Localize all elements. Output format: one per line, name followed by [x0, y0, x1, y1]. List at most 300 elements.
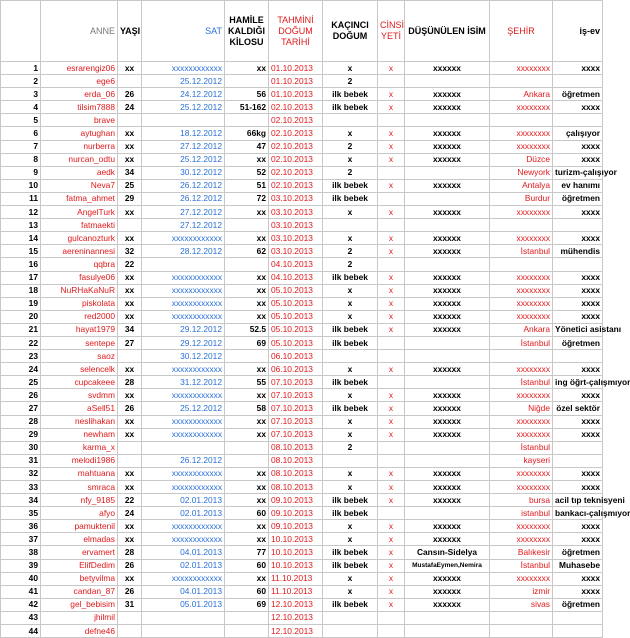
yas-cell[interactable]: 24 [118, 101, 142, 114]
isim-cell[interactable]: xxxxxx [405, 389, 490, 402]
yas-cell[interactable]: 22 [118, 258, 142, 271]
anne-cell[interactable]: afyo [41, 507, 118, 520]
sat-cell[interactable]: 24.12.2012 [142, 88, 225, 101]
anne-cell[interactable]: aSell51 [41, 402, 118, 415]
cinsiyet-cell[interactable]: x [378, 297, 405, 310]
row-number-cell[interactable]: 21 [1, 323, 41, 336]
isim-cell[interactable]: xxxxxx [405, 415, 490, 428]
kacinci-cell[interactable]: ilk bebek [323, 402, 378, 415]
sehir-cell[interactable]: Newyork [490, 166, 553, 179]
isim-cell[interactable]: xxxxxx [405, 232, 490, 245]
yas-cell[interactable]: xx [118, 206, 142, 219]
kacinci-cell[interactable] [323, 350, 378, 363]
is-cell[interactable]: özel sektör [553, 402, 603, 415]
isim-cell[interactable] [405, 441, 490, 454]
sat-cell[interactable]: 02.01.2013 [142, 507, 225, 520]
sehir-cell[interactable]: İstanbul [490, 376, 553, 389]
row-number-cell[interactable]: 17 [1, 271, 41, 284]
sat-cell[interactable]: 27.12.2012 [142, 206, 225, 219]
cinsiyet-cell[interactable] [378, 454, 405, 467]
kacinci-cell[interactable]: x [323, 310, 378, 323]
cinsiyet-cell[interactable]: x [378, 284, 405, 297]
dogum-cell[interactable]: 08.10.2013 [269, 441, 323, 454]
cinsiyet-cell[interactable]: x [378, 206, 405, 219]
dogum-cell[interactable]: 04.10.2013 [269, 258, 323, 271]
yas-cell[interactable] [118, 114, 142, 127]
dogum-cell[interactable]: 07.10.2013 [269, 389, 323, 402]
isim-cell[interactable] [405, 350, 490, 363]
anne-cell[interactable]: brave [41, 114, 118, 127]
kacinci-cell[interactable]: x [323, 363, 378, 376]
anne-cell[interactable]: cupcakeee [41, 376, 118, 389]
kacinci-cell[interactable]: x [323, 533, 378, 546]
isim-cell[interactable]: xxxxxx [405, 101, 490, 114]
row-number-cell[interactable]: 13 [1, 219, 41, 232]
cinsiyet-cell[interactable]: x [378, 62, 405, 75]
anne-cell[interactable]: nurcan_odtu [41, 153, 118, 166]
row-number-cell[interactable]: 32 [1, 467, 41, 480]
is-cell[interactable]: ing öğrt-çalışmıyor [553, 376, 603, 389]
kilo-cell[interactable]: 51 [225, 179, 269, 192]
yas-cell[interactable]: 31 [118, 598, 142, 611]
sat-cell[interactable]: xxxxxxxxxxxx [142, 428, 225, 441]
sehir-cell[interactable]: Niğde [490, 402, 553, 415]
kilo-cell[interactable]: xx [225, 232, 269, 245]
kilo-cell[interactable] [225, 350, 269, 363]
kilo-cell[interactable]: xx [225, 494, 269, 507]
dogum-cell[interactable]: 12.10.2013 [269, 598, 323, 611]
row-number-cell[interactable]: 4 [1, 101, 41, 114]
sat-cell[interactable]: 04.01.2013 [142, 585, 225, 598]
yas-cell[interactable] [118, 219, 142, 232]
yas-cell[interactable] [118, 454, 142, 467]
is-cell[interactable]: ev hanımı [553, 179, 603, 192]
row-number-cell[interactable]: 39 [1, 559, 41, 572]
header-yas[interactable]: YAŞI [118, 1, 142, 62]
cinsiyet-cell[interactable]: x [378, 481, 405, 494]
dogum-cell[interactable]: 06.10.2013 [269, 363, 323, 376]
kacinci-cell[interactable]: ilk bebek [323, 336, 378, 349]
header-dogum[interactable]: TAHMİNİ DOĞUM TARİHİ [269, 1, 323, 62]
kilo-cell[interactable]: xx [225, 389, 269, 402]
yas-cell[interactable]: xx [118, 572, 142, 585]
cinsiyet-cell[interactable]: x [378, 494, 405, 507]
anne-cell[interactable]: candan_87 [41, 585, 118, 598]
anne-cell[interactable]: saoz [41, 350, 118, 363]
is-cell[interactable]: xxxx [553, 297, 603, 310]
yas-cell[interactable] [118, 75, 142, 88]
is-cell[interactable]: turizm-çalışıyor [553, 166, 603, 179]
kacinci-cell[interactable] [323, 454, 378, 467]
kilo-cell[interactable]: xx [225, 572, 269, 585]
sat-cell[interactable]: 02.01.2013 [142, 559, 225, 572]
kilo-cell[interactable]: xx [225, 520, 269, 533]
anne-cell[interactable]: aedk [41, 166, 118, 179]
cinsiyet-cell[interactable] [378, 192, 405, 205]
kilo-cell[interactable]: 52.5 [225, 323, 269, 336]
sehir-cell[interactable]: xxxxxxxx [490, 284, 553, 297]
row-number-cell[interactable]: 36 [1, 520, 41, 533]
isim-cell[interactable] [405, 219, 490, 232]
kacinci-cell[interactable]: x [323, 62, 378, 75]
row-number-cell[interactable]: 35 [1, 507, 41, 520]
kilo-cell[interactable] [225, 611, 269, 624]
kacinci-cell[interactable]: ilk bebek [323, 271, 378, 284]
is-cell[interactable]: acil tıp teknisyeni [553, 494, 603, 507]
kilo-cell[interactable]: xx [225, 363, 269, 376]
kilo-cell[interactable]: 55 [225, 376, 269, 389]
kacinci-cell[interactable]: x [323, 389, 378, 402]
sehir-cell[interactable]: xxxxxxxx [490, 415, 553, 428]
sat-cell[interactable] [142, 258, 225, 271]
sehir-cell[interactable]: Balıkesir [490, 546, 553, 559]
dogum-cell[interactable]: 01.10.2013 [269, 88, 323, 101]
kilo-cell[interactable]: xx [225, 533, 269, 546]
is-cell[interactable]: xxxx [553, 467, 603, 480]
yas-cell[interactable]: 26 [118, 402, 142, 415]
dogum-cell[interactable]: 10.10.2013 [269, 533, 323, 546]
kacinci-cell[interactable]: ilk bebek [323, 494, 378, 507]
yas-cell[interactable]: xx [118, 153, 142, 166]
kacinci-cell[interactable]: ilk bebek [323, 101, 378, 114]
is-cell[interactable] [553, 350, 603, 363]
sehir-cell[interactable]: xxxxxxxx [490, 232, 553, 245]
is-cell[interactable]: xxxx [553, 585, 603, 598]
anne-cell[interactable]: gulcanozturk [41, 232, 118, 245]
sehir-cell[interactable]: izmir [490, 585, 553, 598]
dogum-cell[interactable]: 11.10.2013 [269, 585, 323, 598]
is-cell[interactable]: xxxx [553, 284, 603, 297]
yas-cell[interactable]: xx [118, 467, 142, 480]
sat-cell[interactable]: 29.12.2012 [142, 336, 225, 349]
row-number-cell[interactable]: 42 [1, 598, 41, 611]
yas-cell[interactable]: xx [118, 62, 142, 75]
header-cinsiyet[interactable]: CİNSİ YETİ [378, 1, 405, 62]
yas-cell[interactable]: 32 [118, 245, 142, 258]
kilo-cell[interactable]: xx [225, 297, 269, 310]
cinsiyet-cell[interactable]: x [378, 598, 405, 611]
dogum-cell[interactable]: 05.10.2013 [269, 284, 323, 297]
yas-cell[interactable]: 26 [118, 585, 142, 598]
kilo-cell[interactable]: xx [225, 284, 269, 297]
isim-cell[interactable]: xxxxxx [405, 310, 490, 323]
isim-cell[interactable] [405, 114, 490, 127]
anne-cell[interactable]: NuRHaKaNuR [41, 284, 118, 297]
dogum-cell[interactable]: 02.10.2013 [269, 140, 323, 153]
sehir-cell[interactable] [490, 625, 553, 638]
sehir-cell[interactable]: kayseri [490, 454, 553, 467]
cinsiyet-cell[interactable]: x [378, 310, 405, 323]
sehir-cell[interactable]: bursa [490, 494, 553, 507]
sehir-cell[interactable]: İstanbul [490, 336, 553, 349]
sat-cell[interactable]: 18.12.2012 [142, 127, 225, 140]
dogum-cell[interactable]: 08.10.2013 [269, 467, 323, 480]
sehir-cell[interactable]: xxxxxxxx [490, 127, 553, 140]
sehir-cell[interactable]: xxxxxxxx [490, 206, 553, 219]
sehir-cell[interactable]: xxxxxxxx [490, 297, 553, 310]
row-number-cell[interactable]: 41 [1, 585, 41, 598]
kacinci-cell[interactable]: x [323, 428, 378, 441]
sat-cell[interactable]: 25.12.2012 [142, 101, 225, 114]
cinsiyet-cell[interactable]: x [378, 323, 405, 336]
is-cell[interactable] [553, 625, 603, 638]
isim-cell[interactable]: xxxxxx [405, 245, 490, 258]
yas-cell[interactable]: 22 [118, 494, 142, 507]
row-number-cell[interactable]: 30 [1, 441, 41, 454]
anne-cell[interactable]: hayat1979 [41, 323, 118, 336]
dogum-cell[interactable]: 08.10.2013 [269, 481, 323, 494]
is-cell[interactable]: Muhasebe [553, 559, 603, 572]
cinsiyet-cell[interactable]: x [378, 559, 405, 572]
yas-cell[interactable]: 27 [118, 336, 142, 349]
kacinci-cell[interactable]: 2 [323, 441, 378, 454]
sat-cell[interactable]: xxxxxxxxxxxx [142, 284, 225, 297]
row-number-cell[interactable]: 7 [1, 140, 41, 153]
row-number-cell[interactable]: 25 [1, 376, 41, 389]
isim-cell[interactable]: xxxxxx [405, 88, 490, 101]
kilo-cell[interactable]: xx [225, 428, 269, 441]
is-cell[interactable]: xxxx [553, 101, 603, 114]
cinsiyet-cell[interactable]: x [378, 585, 405, 598]
anne-cell[interactable]: selencelk [41, 363, 118, 376]
header-kilo[interactable]: HAMİLE KALDIĞI KİLOSU [225, 1, 269, 62]
anne-cell[interactable]: aytughan [41, 127, 118, 140]
kacinci-cell[interactable]: x [323, 481, 378, 494]
yas-cell[interactable] [118, 625, 142, 638]
row-number-cell[interactable]: 12 [1, 206, 41, 219]
sat-cell[interactable]: xxxxxxxxxxxx [142, 310, 225, 323]
sehir-cell[interactable]: xxxxxxxx [490, 572, 553, 585]
kacinci-cell[interactable] [323, 625, 378, 638]
sehir-cell[interactable] [490, 114, 553, 127]
kacinci-cell[interactable]: ilk bebek [323, 376, 378, 389]
isim-cell[interactable]: xxxxxx [405, 467, 490, 480]
row-number-cell[interactable]: 19 [1, 297, 41, 310]
row-number-cell[interactable]: 2 [1, 75, 41, 88]
kacinci-cell[interactable]: x [323, 467, 378, 480]
sat-cell[interactable]: xxxxxxxxxxxx [142, 572, 225, 585]
sat-cell[interactable]: 25.12.2012 [142, 153, 225, 166]
row-number-cell[interactable]: 10 [1, 179, 41, 192]
anne-cell[interactable]: gel_bebisim [41, 598, 118, 611]
header-anne[interactable]: ANNE [41, 1, 118, 62]
is-cell[interactable]: xxxx [553, 533, 603, 546]
anne-cell[interactable]: nurberra [41, 140, 118, 153]
row-number-cell[interactable]: 16 [1, 258, 41, 271]
row-number-cell[interactable]: 9 [1, 166, 41, 179]
kilo-cell[interactable]: xx [225, 467, 269, 480]
kacinci-cell[interactable]: x [323, 415, 378, 428]
is-cell[interactable]: xxxx [553, 428, 603, 441]
anne-cell[interactable]: red2000 [41, 310, 118, 323]
kilo-cell[interactable]: 60 [225, 507, 269, 520]
isim-cell[interactable] [405, 376, 490, 389]
dogum-cell[interactable]: 10.10.2013 [269, 559, 323, 572]
cinsiyet-cell[interactable] [378, 441, 405, 454]
sehir-cell[interactable]: xxxxxxxx [490, 533, 553, 546]
sehir-cell[interactable]: xxxxxxxx [490, 271, 553, 284]
kacinci-cell[interactable]: x [323, 520, 378, 533]
cinsiyet-cell[interactable]: x [378, 232, 405, 245]
is-cell[interactable]: xxxx [553, 520, 603, 533]
sat-cell[interactable] [142, 114, 225, 127]
row-number-cell[interactable]: 3 [1, 88, 41, 101]
isim-cell[interactable]: xxxxxx [405, 494, 490, 507]
kilo-cell[interactable]: xx [225, 62, 269, 75]
dogum-cell[interactable]: 12.10.2013 [269, 611, 323, 624]
sat-cell[interactable]: 26.12.2012 [142, 454, 225, 467]
dogum-cell[interactable]: 02.10.2013 [269, 179, 323, 192]
kacinci-cell[interactable]: ilk bebek [323, 192, 378, 205]
is-cell[interactable]: öğretmen [553, 88, 603, 101]
sat-cell[interactable]: xxxxxxxxxxxx [142, 232, 225, 245]
row-number-cell[interactable]: 43 [1, 611, 41, 624]
row-number-cell[interactable]: 27 [1, 402, 41, 415]
isim-cell[interactable]: xxxxxx [405, 206, 490, 219]
cinsiyet-cell[interactable] [378, 376, 405, 389]
kilo-cell[interactable]: xx [225, 481, 269, 494]
sat-cell[interactable]: 30.12.2012 [142, 350, 225, 363]
kilo-cell[interactable]: 52 [225, 166, 269, 179]
anne-cell[interactable]: tilsim7888 [41, 101, 118, 114]
isim-cell[interactable]: xxxxxx [405, 140, 490, 153]
sehir-cell[interactable]: İstanbul [490, 441, 553, 454]
yas-cell[interactable]: 24 [118, 507, 142, 520]
dogum-cell[interactable]: 02.10.2013 [269, 101, 323, 114]
sat-cell[interactable]: xxxxxxxxxxxx [142, 363, 225, 376]
yas-cell[interactable]: xx [118, 127, 142, 140]
is-cell[interactable] [553, 611, 603, 624]
dogum-cell[interactable]: 09.10.2013 [269, 507, 323, 520]
sat-cell[interactable]: 05.01.2013 [142, 598, 225, 611]
is-cell[interactable]: öğretmen [553, 192, 603, 205]
cinsiyet-cell[interactable]: x [378, 245, 405, 258]
yas-cell[interactable]: xx [118, 140, 142, 153]
isim-cell[interactable]: xxxxxx [405, 572, 490, 585]
row-number-cell[interactable]: 1 [1, 62, 41, 75]
yas-cell[interactable]: xx [118, 481, 142, 494]
sehir-cell[interactable]: sivas [490, 598, 553, 611]
is-cell[interactable]: xxxx [553, 415, 603, 428]
yas-cell[interactable]: xx [118, 310, 142, 323]
isim-cell[interactable]: xxxxxx [405, 428, 490, 441]
yas-cell[interactable]: xx [118, 232, 142, 245]
anne-cell[interactable]: fatmaekti [41, 219, 118, 232]
anne-cell[interactable]: defne46 [41, 625, 118, 638]
isim-cell[interactable]: xxxxxx [405, 402, 490, 415]
kilo-cell[interactable]: 69 [225, 336, 269, 349]
sehir-cell[interactable]: İstanbul [490, 559, 553, 572]
anne-cell[interactable]: karma_x [41, 441, 118, 454]
dogum-cell[interactable]: 03.10.2013 [269, 206, 323, 219]
isim-cell[interactable]: xxxxxx [405, 533, 490, 546]
is-cell[interactable]: bankacı-çalışmıyor [553, 507, 603, 520]
sat-cell[interactable]: xxxxxxxxxxxx [142, 520, 225, 533]
sat-cell[interactable] [142, 441, 225, 454]
dogum-cell[interactable]: 11.10.2013 [269, 572, 323, 585]
cinsiyet-cell[interactable]: x [378, 546, 405, 559]
kilo-cell[interactable]: 66kg [225, 127, 269, 140]
cinsiyet-cell[interactable]: x [378, 402, 405, 415]
sehir-cell[interactable]: xxxxxxxx [490, 101, 553, 114]
row-number-cell[interactable]: 11 [1, 192, 41, 205]
cinsiyet-cell[interactable]: x [378, 415, 405, 428]
row-number-cell[interactable]: 18 [1, 284, 41, 297]
kacinci-cell[interactable]: ilk bebek [323, 323, 378, 336]
sehir-cell[interactable] [490, 611, 553, 624]
isim-cell[interactable]: xxxxxx [405, 520, 490, 533]
anne-cell[interactable]: ervamert [41, 546, 118, 559]
dogum-cell[interactable]: 02.10.2013 [269, 127, 323, 140]
is-cell[interactable]: öğretmen [553, 336, 603, 349]
anne-cell[interactable]: erda_06 [41, 88, 118, 101]
dogum-cell[interactable]: 01.10.2013 [269, 75, 323, 88]
dogum-cell[interactable]: 05.10.2013 [269, 297, 323, 310]
kilo-cell[interactable]: 51-162 [225, 101, 269, 114]
kilo-cell[interactable]: xx [225, 206, 269, 219]
kacinci-cell[interactable] [323, 219, 378, 232]
sat-cell[interactable]: 04.01.2013 [142, 546, 225, 559]
isim-cell[interactable]: xxxxxx [405, 284, 490, 297]
sehir-cell[interactable]: Düzce [490, 153, 553, 166]
sat-cell[interactable]: xxxxxxxxxxxx [142, 271, 225, 284]
kilo-cell[interactable]: 60 [225, 559, 269, 572]
kacinci-cell[interactable]: x [323, 585, 378, 598]
sehir-cell[interactable]: xxxxxxxx [490, 467, 553, 480]
anne-cell[interactable]: sentepe [41, 336, 118, 349]
isim-cell[interactable] [405, 166, 490, 179]
cinsiyet-cell[interactable] [378, 611, 405, 624]
anne-cell[interactable]: AngelTurk [41, 206, 118, 219]
kacinci-cell[interactable] [323, 114, 378, 127]
isim-cell[interactable]: xxxxxx [405, 271, 490, 284]
sat-cell[interactable]: 02.01.2013 [142, 494, 225, 507]
kacinci-cell[interactable]: 2 [323, 258, 378, 271]
cinsiyet-cell[interactable]: x [378, 127, 405, 140]
anne-cell[interactable]: newham [41, 428, 118, 441]
anne-cell[interactable]: nfy_9185 [41, 494, 118, 507]
sehir-cell[interactable]: xxxxxxxx [490, 310, 553, 323]
dogum-cell[interactable]: 07.10.2013 [269, 376, 323, 389]
sat-cell[interactable]: 31.12.2012 [142, 376, 225, 389]
anne-cell[interactable]: mahtuana [41, 467, 118, 480]
anne-cell[interactable]: svdmm [41, 389, 118, 402]
sehir-cell[interactable]: İstanbul [490, 245, 553, 258]
header-sehir[interactable]: ŞEHİR [490, 1, 553, 62]
kacinci-cell[interactable] [323, 611, 378, 624]
anne-cell[interactable]: aereninannesi [41, 245, 118, 258]
kilo-cell[interactable]: 72 [225, 192, 269, 205]
cinsiyet-cell[interactable] [378, 350, 405, 363]
row-number-cell[interactable]: 23 [1, 350, 41, 363]
isim-cell[interactable] [405, 192, 490, 205]
cinsiyet-cell[interactable] [378, 75, 405, 88]
row-number-cell[interactable]: 33 [1, 481, 41, 494]
is-cell[interactable]: öğretmen [553, 598, 603, 611]
anne-cell[interactable]: esrarengiz06 [41, 62, 118, 75]
cinsiyet-cell[interactable]: x [378, 153, 405, 166]
yas-cell[interactable] [118, 350, 142, 363]
kacinci-cell[interactable]: ilk bebek [323, 559, 378, 572]
is-cell[interactable]: xxxx [553, 271, 603, 284]
cinsiyet-cell[interactable]: x [378, 533, 405, 546]
kilo-cell[interactable]: 69 [225, 598, 269, 611]
sat-cell[interactable]: 28.12.2012 [142, 245, 225, 258]
yas-cell[interactable]: xx [118, 415, 142, 428]
isim-cell[interactable]: xxxxxx [405, 323, 490, 336]
sat-cell[interactable]: xxxxxxxxxxxx [142, 415, 225, 428]
row-number-cell[interactable]: 14 [1, 232, 41, 245]
